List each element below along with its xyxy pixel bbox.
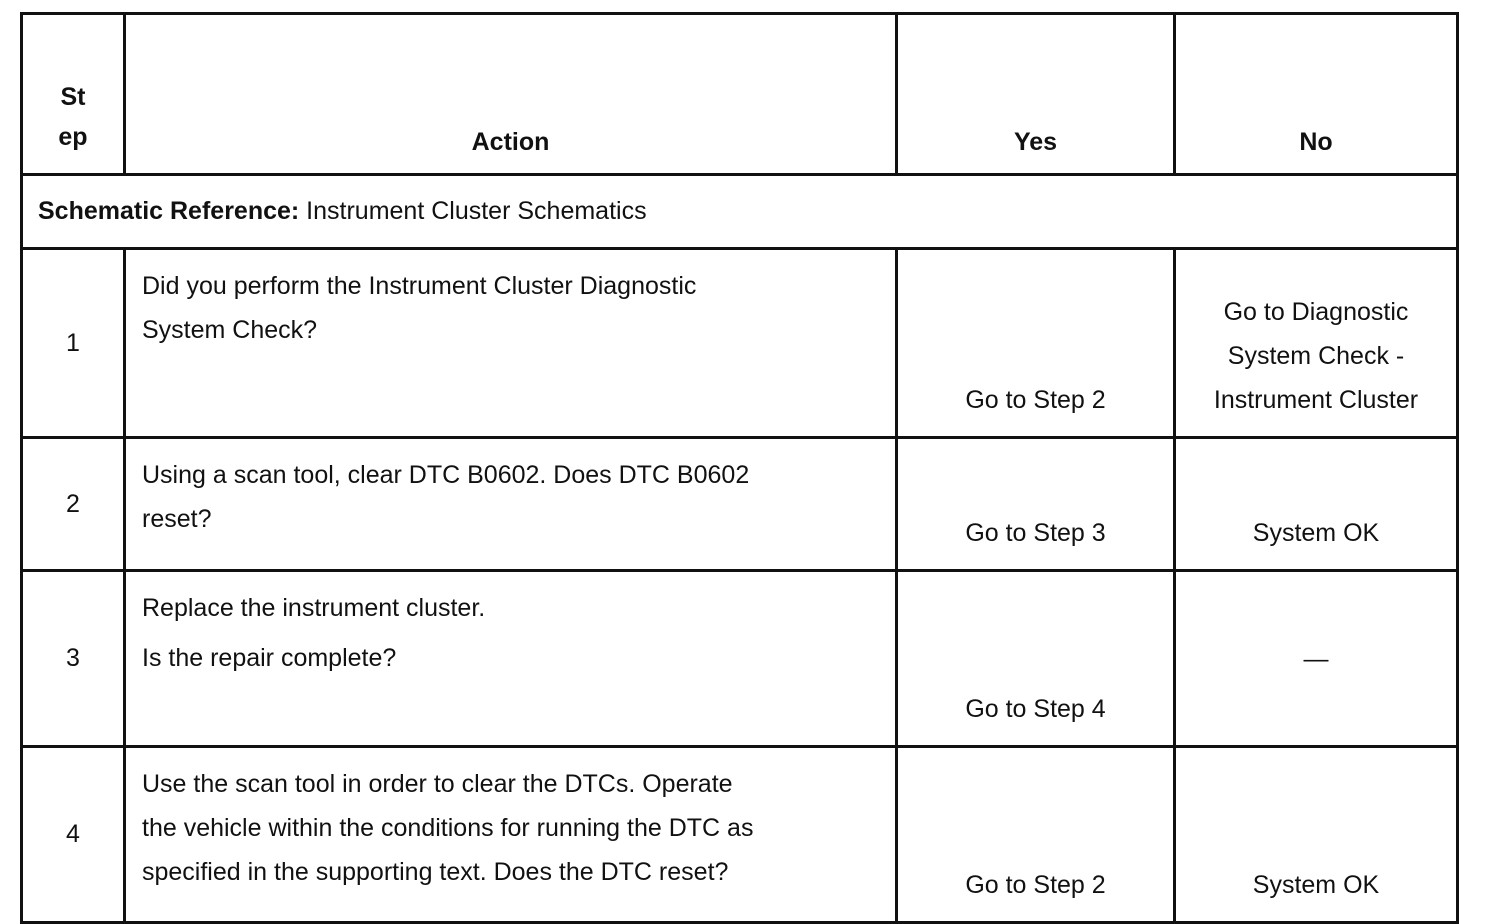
step-header-line: ep	[58, 123, 88, 151]
diagnostic-table	[20, 12, 1459, 924]
step-number: 1	[22, 249, 125, 438]
action-line: System Check?	[142, 316, 318, 344]
step-header-line: St	[60, 83, 86, 111]
no-line: —	[1303, 644, 1329, 673]
no-line: System OK	[1252, 871, 1380, 899]
action-line: Is the repair complete?	[142, 644, 397, 672]
table-row	[22, 249, 1458, 438]
action-line: specified in the supporting text. Does the DTC reset?	[142, 858, 729, 886]
schematic-reference-value: Instrument Cluster Schematics	[299, 197, 647, 225]
step-number: 3	[22, 571, 125, 747]
schematic-reference-row	[22, 175, 1458, 249]
action-line: Using a scan tool, clear DTC B0602. Does DTC B0602	[142, 461, 750, 489]
action-line: Did you perform the Instrument Cluster Diagnostic	[142, 272, 697, 300]
action-cell	[125, 438, 897, 571]
no-column-header: No	[1175, 14, 1458, 175]
no-line: Instrument Cluster	[1213, 386, 1419, 414]
action-cell	[125, 747, 897, 923]
action-line: reset?	[142, 505, 212, 533]
yes-column-header: Yes	[897, 14, 1175, 175]
schematic-reference-label: Schematic Reference:	[38, 197, 300, 225]
table-row	[22, 571, 1458, 747]
yes-cell: Go to Step 2	[897, 249, 1175, 438]
action-line: Use the scan tool in order to clear the DTCs. Operate	[142, 770, 733, 798]
yes-cell: Go to Step 4	[897, 571, 1175, 747]
step-number: 2	[22, 438, 125, 571]
no-line: System Check -	[1227, 342, 1405, 370]
action-column-header: Action	[125, 14, 897, 175]
no-cell	[1175, 438, 1458, 571]
schematic-reference	[22, 175, 1458, 249]
table-row	[22, 438, 1458, 571]
no-cell	[1175, 249, 1458, 438]
action-cell	[125, 249, 897, 438]
action-cell	[125, 571, 897, 747]
no-line: Go to Diagnostic	[1223, 298, 1409, 326]
no-line: System OK	[1252, 519, 1380, 547]
table-row	[22, 747, 1458, 923]
action-line: the vehicle within the conditions for running the DTC as	[142, 814, 754, 842]
no-cell	[1175, 571, 1458, 747]
action-line: Replace the instrument cluster.	[142, 594, 486, 622]
yes-cell: Go to Step 3	[897, 438, 1175, 571]
header-row	[22, 14, 1458, 175]
step-number: 4	[22, 747, 125, 923]
yes-cell: Go to Step 2	[897, 747, 1175, 923]
no-cell	[1175, 747, 1458, 923]
step-column-header	[22, 14, 125, 175]
